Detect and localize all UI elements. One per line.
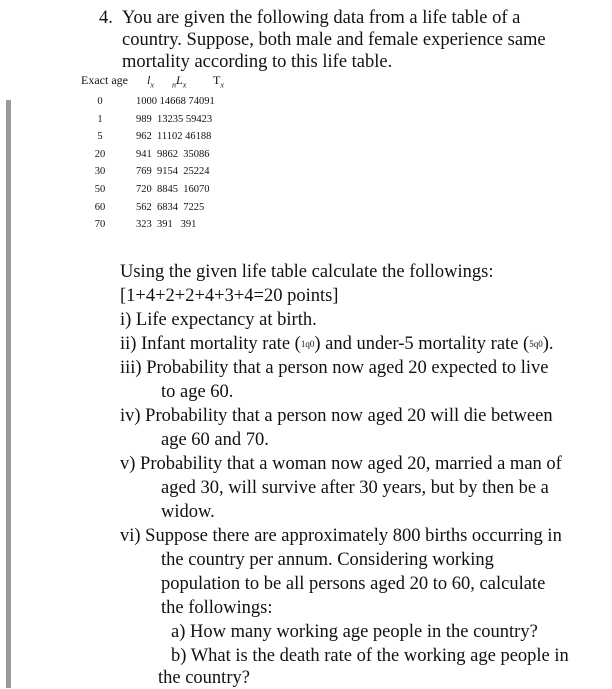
table-row: 941 9862 35086 <box>136 148 210 160</box>
age-cell: 60 <box>94 201 106 213</box>
header-lx: $l_x$ <box>147 73 154 90</box>
table-row: 962 11102 46188 <box>136 131 212 143</box>
age-cell: 1 <box>97 113 103 125</box>
item-iv-line-2: age 60 and 70. <box>161 430 269 450</box>
item-v-line-1: v) Probability that a woman now aged 20, married a man of <box>120 454 562 474</box>
item-i: i) Life expectancy at birth. <box>120 310 317 330</box>
instructions-line-1: Using the given life table calculate the followings: <box>120 262 494 282</box>
age-cell: 70 <box>94 219 106 231</box>
table-row: 720 8845 16070 <box>136 183 210 195</box>
header-exact-age: Exact age <box>81 73 128 87</box>
age-cell: 30 <box>94 166 106 178</box>
age-cell: 20 <box>94 148 106 160</box>
question-number: 4. <box>99 8 113 28</box>
intro-line-1: You are given the following data from a life table of a <box>122 8 521 28</box>
item-vi-b-line-2: the country? <box>158 668 250 688</box>
item-iv-line-1: iv) Probability that a person now aged 20 will die between <box>120 406 553 426</box>
points-breakdown: [1+4+2+2+4+3+4=20 points] <box>120 286 339 306</box>
symbol-5q0: 5q0 <box>529 339 543 349</box>
header-nLx: $_nL_x$ <box>172 73 187 90</box>
item-iii-line-2: to age 60. <box>161 382 234 402</box>
age-cell: 0 <box>97 96 103 107</box>
age-cell: 50 <box>94 183 106 195</box>
intro-line-3: mortality according to this life table. <box>122 52 393 72</box>
item-vi-line-4: the followings: <box>161 598 273 618</box>
table-row: 769 9154 25224 <box>136 166 210 178</box>
item-v-line-2: aged 30, will survive after 30 years, but by then be a <box>161 478 549 498</box>
age-cell: 5 <box>97 131 103 143</box>
item-vi-a: a) How many working age people in the country? <box>171 622 538 642</box>
header-Tx: $T_x$ <box>213 73 224 90</box>
data-columns <box>136 93 215 234</box>
symbol-1q0: 1q0 <box>300 339 315 349</box>
table-row: 323 391 391 <box>136 219 197 231</box>
table-row: 562 6834 7225 <box>136 201 205 213</box>
item-vi-line-2: the country per annum. Considering working <box>161 550 494 570</box>
table-row: 989 13235 59423 <box>136 113 213 125</box>
item-v-line-3: widow. <box>161 502 215 522</box>
table-row: 1000 14668 74091 <box>136 96 215 107</box>
item-vi-line-1: vi) Suppose there are approximately 800 births occurring in <box>120 526 562 546</box>
left-margin-bar <box>6 100 11 688</box>
intro-line-2: country. Suppose, both male and female experience same <box>122 30 546 50</box>
item-iii-line-1: iii) Probability that a person now aged 20 expected to live <box>120 358 549 378</box>
item-vi-line-3: population to be all persons aged 20 to 60, calculate <box>161 574 546 594</box>
item-ii: ii) Infant mortality rate (1q0) and under-5 mortality rate (5q0). <box>120 334 554 354</box>
item-vi-b-line-1: b) What is the death rate of the working age people in <box>171 646 569 666</box>
age-column <box>80 93 120 234</box>
